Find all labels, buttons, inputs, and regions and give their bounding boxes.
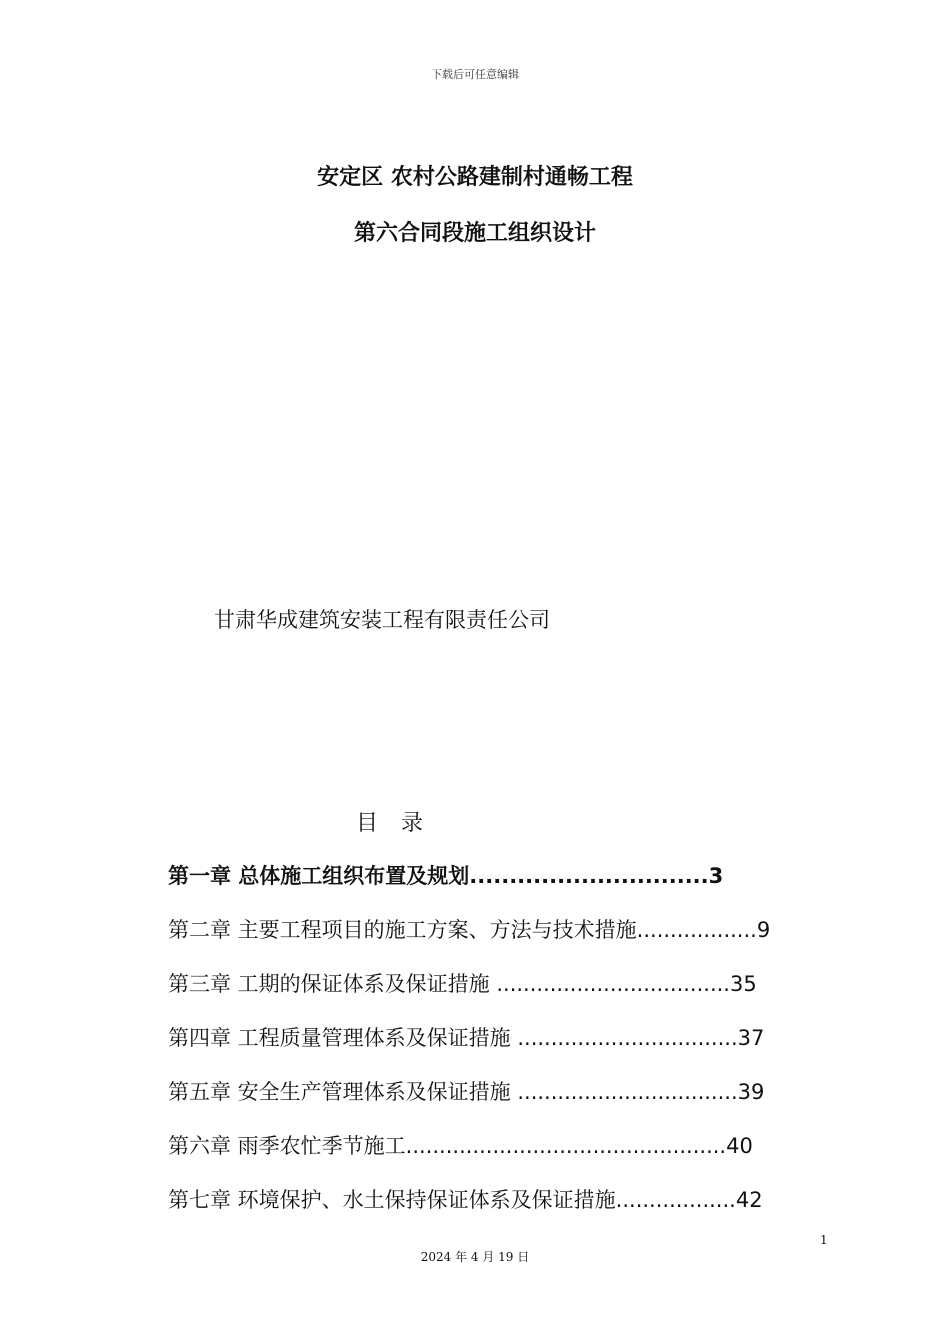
company-name: 甘肃华成建筑安装工程有限责任公司 [214,608,550,632]
toc-entry-7[interactable]: 第七章 环境保护、水土保持保证体系及保证措施..................42 [168,1188,763,1212]
document-subtitle: 第六合同段施工组织设计 [353,221,596,246]
footer-date: 2024 年 4 月 19 日 [420,1250,530,1264]
document-title: 安定区 农村公路建制村通畅工程 [317,165,633,190]
toc-entry-2[interactable]: 第二章 主要工程项目的施工方案、方法与技术措施..................9 [168,918,771,942]
toc-entry-6[interactable]: 第六章 雨季农忙季节施工................................................40 [168,1134,753,1158]
toc-heading: 目 录 [356,811,431,836]
toc-entry-3[interactable]: 第三章 工期的保证体系及保证措施 ...................................35 [168,972,757,996]
page-number: 1 [820,1233,828,1247]
toc-entry-4[interactable]: 第四章 工程质量管理体系及保证措施 .................................37 [168,1026,765,1050]
page-header: 下载后可任意编辑 [431,68,519,81]
toc-entry-1[interactable]: 第一章 总体施工组织布置及规划..............................3 [168,864,724,888]
toc-entry-5[interactable]: 第五章 安全生产管理体系及保证措施 .................................39 [168,1080,765,1104]
